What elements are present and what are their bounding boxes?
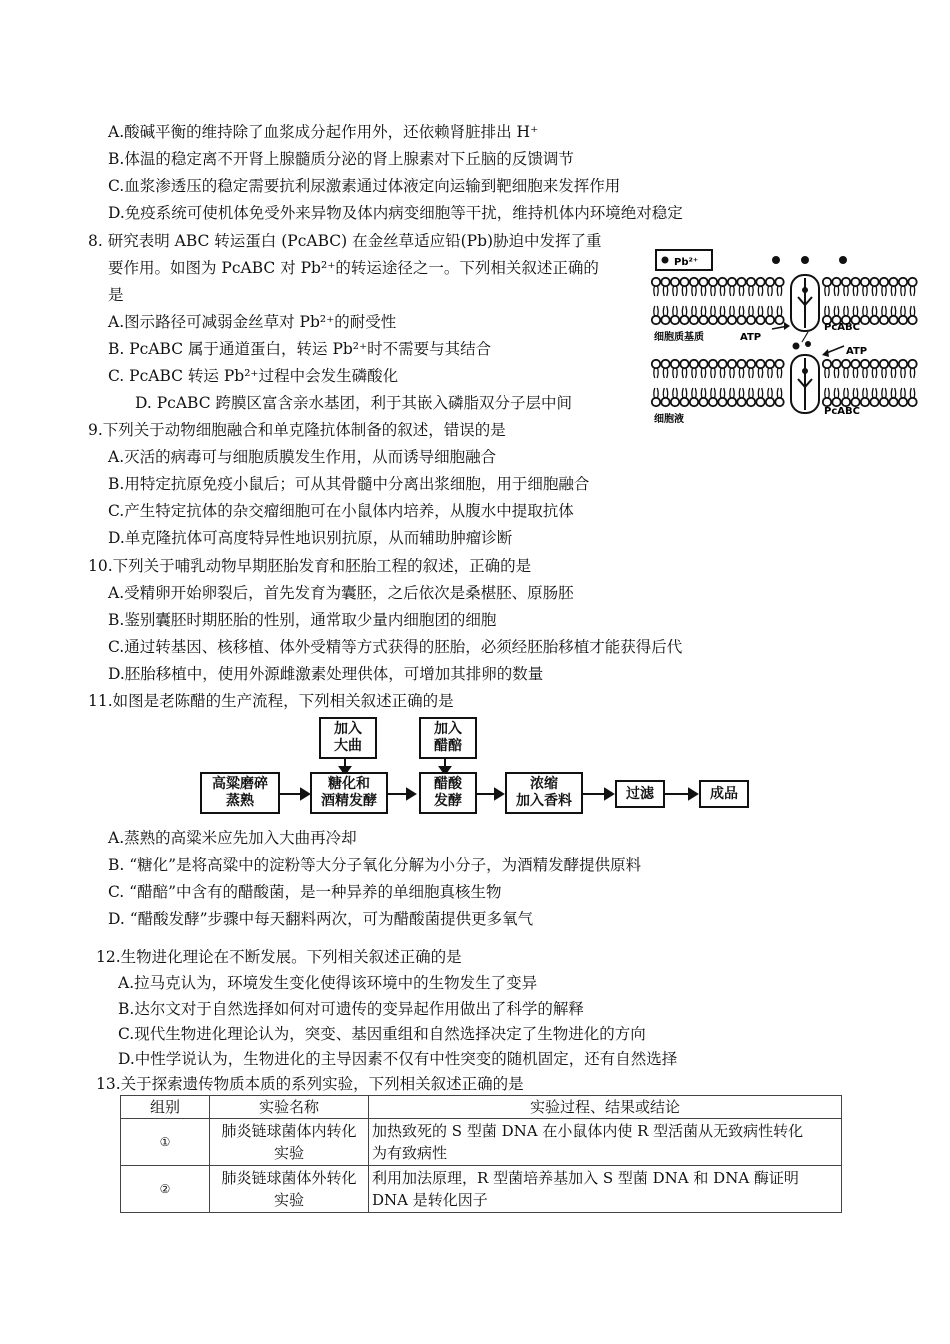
vacuole-membrane — [652, 360, 917, 406]
phospholipid-head — [709, 388, 717, 406]
table-row — [121, 1119, 842, 1166]
phospholipid-head — [842, 388, 850, 406]
q8-stem-line2: 要作用。如图为 PcABC 对 Pb²⁺的转运途径之一。下列相关叙述正确的 — [108, 259, 599, 277]
phospholipid-head — [851, 388, 859, 406]
phospholipid-head — [823, 388, 831, 406]
phospholipid-head — [775, 278, 783, 296]
q9-option-d: D.单克隆抗体可高度特异性地识别抗原，从而辅助肿瘤诊断 — [108, 529, 513, 547]
experiment-table — [120, 1095, 842, 1213]
step-concentrate-spice: 浓缩 加入香料 — [505, 772, 583, 814]
phospholipid-head — [880, 306, 888, 324]
phospholipid-head — [671, 360, 679, 378]
phospholipid-head — [842, 360, 850, 378]
phospholipid-head — [889, 388, 897, 406]
phospholipid-head — [899, 360, 907, 378]
phospholipid-head — [775, 388, 783, 406]
plasma-membrane — [652, 278, 917, 324]
phospholipid-head — [737, 306, 745, 324]
pcabc-label-2: PcABC — [824, 406, 860, 417]
phospholipid-head — [737, 278, 745, 296]
q8-option-c: C. PcABC 转运 Pb²⁺过程中会发生磷酸化 — [108, 367, 399, 385]
phospholipid-head — [823, 278, 831, 296]
phospholipid-head — [861, 360, 869, 378]
phospholipid-head — [699, 306, 707, 324]
q10-stem: 10.下列关于哺乳动物早期胚胎发育和胚胎工程的叙述，正确的是 — [88, 557, 532, 575]
phospholipid-head — [899, 388, 907, 406]
q8-option-b: B. PcABC 属于通道蛋白，转运 Pb²⁺时不需要与其结合 — [108, 340, 492, 358]
phospholipid-head — [756, 360, 764, 378]
q12-option-c: C.现代生物进化理论认为，突变、基因重组和自然选择决定了生物进化的方向 — [118, 1025, 646, 1043]
phospholipid-head — [661, 306, 669, 324]
q7-option-d: D.免疫系统可使机体免受外来异物及体内病变细胞等干扰，维持机体内环境绝对稳定 — [108, 204, 683, 222]
q10-option-d: D.胚胎移植中，使用外源雌激素处理供体，可增加其排卵的数量 — [108, 665, 544, 683]
q10-option-a: A.受精卵开始卵裂后，首先发育为囊胚，之后依次是桑椹胚、原肠胚 — [108, 584, 574, 602]
cytoplasm-matrix-label: 细胞质基质 — [654, 332, 704, 343]
q7-option-b: B.体温的稳定离不开肾上腺髓质分泌的肾上腺素对下丘脑的反馈调节 — [108, 150, 574, 168]
pb-ion-icon — [801, 256, 809, 264]
phospholipid-head — [908, 360, 916, 378]
phospholipid-head — [908, 306, 916, 324]
atp-label-1: ATP — [740, 332, 762, 343]
atp-label-2: ATP — [846, 346, 868, 357]
pb-ion-icon — [839, 256, 847, 264]
phospholipid-head — [766, 278, 774, 296]
phospholipid-head — [861, 306, 869, 324]
phospholipid-head — [737, 388, 745, 406]
q11-option-a: A.蒸熟的高粱米应先加入大曲再冷却 — [108, 829, 357, 847]
phospholipid-head — [680, 306, 688, 324]
step-grind-steam: 高粱磨碎 蒸熟 — [200, 772, 280, 814]
phospholipid-head — [652, 278, 660, 296]
phospholipid-head — [766, 306, 774, 324]
phospholipid-head — [747, 360, 755, 378]
q9-option-b: B.用特定抗原免疫小鼠后；可从其骨髓中分离出浆细胞，用于细胞融合 — [108, 475, 590, 493]
row-experiment-name: 肺炎链球菌体内转化 实验 — [210, 1119, 369, 1166]
table-row — [121, 1166, 842, 1213]
q10-option-c: C.通过转基因、核移植、体外受精等方式获得的胚胎，必须经胚胎移植才能获得后代 — [108, 638, 683, 656]
q11-option-c: C. “醋醅”中含有的醋酸菌，是一种异养的单细胞真核生物 — [108, 883, 502, 901]
phospholipid-head — [680, 360, 688, 378]
row-process: 加热致死的 S 型菌 DNA 在小鼠体内使 R 型活菌从无致病性转化 为有致病性 — [369, 1119, 842, 1166]
q11-option-b: B. “糖化”是将高粱中的淀粉等大分子氧化分解为小分子，为酒精发酵提供原料 — [108, 856, 642, 874]
q12-option-b: B.达尔文对于自然选择如何对可遗传的变异起作用做出了科学的解释 — [118, 1000, 584, 1018]
step-filter: 过滤 — [615, 780, 665, 808]
step-product: 成品 — [699, 780, 749, 808]
pb-legend-label: Pb²⁺ — [674, 257, 699, 268]
row-group: ① — [121, 1119, 210, 1166]
phospholipid-head — [728, 360, 736, 378]
phospholipid-head — [699, 360, 707, 378]
step-acetic-fermentation: 醋酸 发酵 — [419, 772, 477, 814]
phospholipid-head — [690, 306, 698, 324]
phospholipid-head — [851, 360, 859, 378]
phospholipid-head — [661, 388, 669, 406]
q9-option-a: A.灭活的病毒可与细胞质膜发生作用，从而诱导细胞融合 — [108, 448, 497, 466]
pb-ion-icon — [662, 257, 669, 264]
phospholipid-head — [832, 388, 840, 406]
q12-stem: 12.生物进化理论在不断发展。下列相关叙述正确的是 — [96, 948, 462, 966]
header-process: 实验过程、结果或结论 — [369, 1096, 842, 1119]
vacuole-sap-label: 细胞液 — [654, 414, 684, 425]
phospholipid-head — [775, 360, 783, 378]
phospholipid-head — [899, 306, 907, 324]
q10-option-b: B.鉴别囊胚时期胚胎的性别，通常取少量内细胞团的细胞 — [108, 611, 497, 629]
q12-option-d: D.中性学说认为，生物进化的主导因素不仅有中性突变的随机固定，还有自然选择 — [118, 1050, 678, 1068]
phospholipid-head — [823, 360, 831, 378]
phospholipid-head — [870, 306, 878, 324]
phospholipid-head — [861, 278, 869, 296]
phospholipid-head — [671, 306, 679, 324]
q8-option-a: A.图示路径可减弱金丝草对 Pb²⁺的耐受性 — [108, 313, 397, 331]
step-saccharify-ferment: 糖化和 酒精发酵 — [310, 772, 388, 814]
q11-stem: 11.如图是老陈醋的生产流程，下列相关叙述正确的是 — [88, 692, 454, 710]
phospholipid-head — [908, 388, 916, 406]
q7-option-c: C.血浆渗透压的稳定需要抗利尿激素通过体液定向运输到靶细胞来发挥作用 — [108, 177, 621, 195]
phospholipid-head — [718, 306, 726, 324]
phospholipid-head — [880, 388, 888, 406]
phospholipid-head — [699, 278, 707, 296]
phospholipid-head — [709, 360, 717, 378]
phospholipid-head — [775, 306, 783, 324]
phospholipid-head — [709, 278, 717, 296]
phospholipid-head — [756, 388, 764, 406]
phospholipid-head — [889, 278, 897, 296]
phospholipid-head — [756, 306, 764, 324]
phospholipid-head — [832, 278, 840, 296]
phospholipid-head — [680, 388, 688, 406]
phospholipid-head — [661, 360, 669, 378]
phospholipid-head — [728, 306, 736, 324]
phospholipid-head — [680, 278, 688, 296]
phospholipid-head — [889, 360, 897, 378]
pcabc-transport-figure — [648, 242, 924, 430]
table-header-row — [121, 1096, 842, 1119]
phospholipid-head — [870, 388, 878, 406]
phospholipid-head — [728, 278, 736, 296]
phospholipid-head — [652, 388, 660, 406]
phospholipid-head — [766, 388, 774, 406]
phospholipid-head — [870, 278, 878, 296]
row-experiment-name: 肺炎链球菌体外转化 实验 — [210, 1166, 369, 1213]
phospholipid-head — [690, 278, 698, 296]
add-cupei-box: 加入 醋醅 — [419, 717, 477, 759]
q11-option-d: D. “醋酸发酵”步骤中每天翻料两次，可为醋酸菌提供更多氧气 — [108, 910, 534, 928]
phospholipid-head — [756, 278, 764, 296]
header-experiment-name: 实验名称 — [210, 1096, 369, 1119]
q9-option-c: C.产生特定抗体的杂交瘤细胞可在小鼠体内培养，从腹水中提取抗体 — [108, 502, 574, 520]
phospholipid-head — [718, 278, 726, 296]
phospholipid-head — [652, 360, 660, 378]
header-group: 组别 — [121, 1096, 210, 1119]
pb-ion-icon — [772, 256, 780, 264]
row-group: ② — [121, 1166, 210, 1213]
phospholipid-head — [908, 278, 916, 296]
phospholipid-head — [899, 278, 907, 296]
q8-stem-line1: 8. 研究表明 ABC 转运蛋白 (PcABC) 在金丝草适应铅(Pb)胁迫中发挥了重 — [88, 232, 602, 250]
phospholipid-head — [870, 360, 878, 378]
phospholipid-head — [832, 360, 840, 378]
row-process: 利用加法原理，R 型菌培养基加入 S 型菌 DNA 和 DNA 酶证明 DNA 是转化因子 — [369, 1166, 842, 1213]
q8-option-d: D. PcABC 跨膜区富含亲水基团，利于其嵌入磷脂双分子层中间 — [135, 394, 572, 412]
phospholipid-head — [851, 278, 859, 296]
phospholipid-head — [880, 360, 888, 378]
phospholipid-head — [690, 360, 698, 378]
phospholipid-head — [747, 278, 755, 296]
phospholipid-head — [747, 306, 755, 324]
q8-stem-line3: 是 — [108, 286, 124, 304]
phospholipid-head — [671, 388, 679, 406]
q7-option-a: A.酸碱平衡的维持除了血浆成分起作用外，还依赖肾脏排出 H⁺ — [108, 123, 539, 141]
add-daqu-box: 加入 大曲 — [319, 717, 377, 759]
q13-stem: 13.关于探索遗传物质本质的系列实验，下列相关叙述正确的是 — [96, 1075, 524, 1093]
phospholipid-head — [718, 360, 726, 378]
phospholipid-head — [661, 278, 669, 296]
phospholipid-head — [766, 360, 774, 378]
q12-option-a: A.拉马克认为，环境发生变化使得该环境中的生物发生了变异 — [118, 974, 538, 992]
phospholipid-head — [889, 306, 897, 324]
phospholipid-head — [728, 388, 736, 406]
phospholipid-head — [671, 278, 679, 296]
phospholipid-head — [842, 278, 850, 296]
phospholipid-head — [699, 388, 707, 406]
phospholipid-head — [690, 388, 698, 406]
phospholipid-head — [880, 278, 888, 296]
q9-stem: 9.下列关于动物细胞融合和单克隆抗体制备的叙述，错误的是 — [88, 421, 506, 439]
phospholipid-head — [709, 306, 717, 324]
pcabc-label-1: PcABC — [824, 322, 860, 333]
phospholipid-head — [747, 388, 755, 406]
phospholipid-head — [718, 388, 726, 406]
phospholipid-head — [652, 306, 660, 324]
phospholipid-head — [737, 360, 745, 378]
phospholipid-head — [861, 388, 869, 406]
